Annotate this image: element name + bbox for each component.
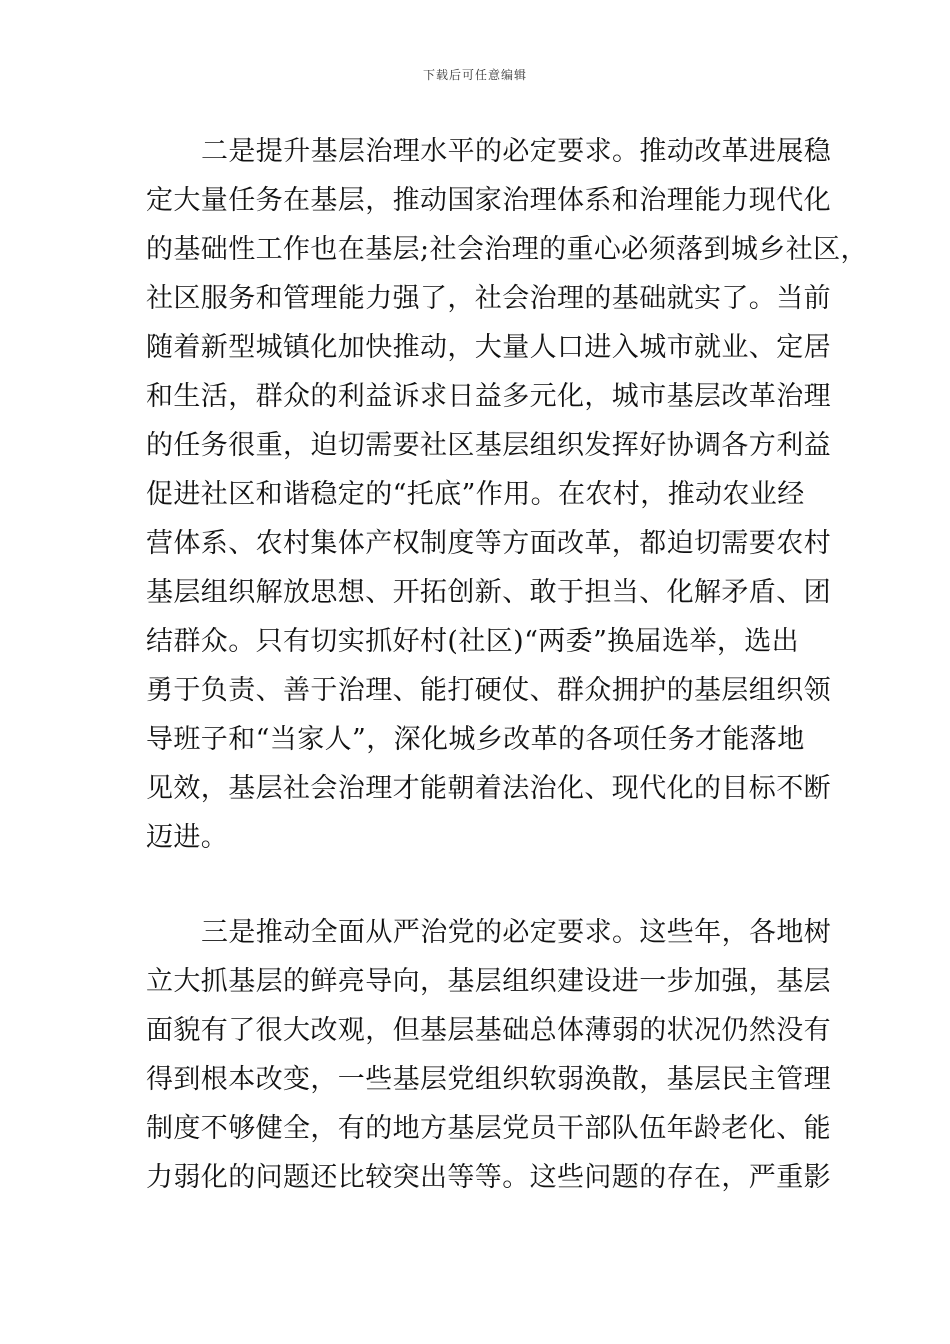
paragraph-line: 和生活，群众的利益诉求日益多元化，城市基层改革治理 bbox=[146, 381, 831, 412]
paragraph-line: 定大量任务在基层，推动国家治理体系和治理能力现代化 bbox=[146, 185, 831, 216]
paragraph-line: 导班子和“当家人”，深化城乡改革的各项任务才能落地 bbox=[146, 724, 805, 755]
paragraph-line: 力弱化的问题还比较突出等等。这些问题的存在，严重影 bbox=[146, 1162, 831, 1193]
paragraph-line: 得到根本改变，一些基层党组织软弱涣散，基层民主管理 bbox=[146, 1064, 831, 1095]
header-note: 下载后可任意编辑 bbox=[422, 68, 527, 82]
paragraph-line: 面貌有了很大改观，但基层基础总体薄弱的状况仍然没有 bbox=[146, 1015, 831, 1046]
paragraph-line: 结群众。只有切实抓好村(社区)“两委”换届选举，选出 bbox=[146, 626, 800, 657]
paragraph-line: 社区服务和管理能力强了，社会治理的基础就实了。当前 bbox=[146, 283, 831, 314]
paragraph-line: 立大抓基层的鲜亮导向，基层组织建设进一步加强，基层 bbox=[146, 966, 831, 997]
paragraph-line: 的基础性工作也在基层;社会治理的重心必须落到城乡社区， bbox=[146, 234, 868, 265]
paragraph-line: 基层组织解放思想、开拓创新、敢于担当、化解矛盾、团 bbox=[146, 577, 831, 608]
paragraph-line: 促进社区和谐稳定的“托底”作用。在农村，推动农业经 bbox=[146, 479, 805, 510]
paragraph-line: 三是推动全面从严治党的必定要求。这些年，各地树 bbox=[201, 917, 832, 948]
paragraph-line: 随着新型城镇化加快推动，大量人口进入城市就业、定居 bbox=[146, 332, 831, 363]
paragraph-line: 迈进。 bbox=[146, 822, 229, 853]
paragraph-line: 二是提升基层治理水平的必定要求。推动改革进展稳 bbox=[201, 136, 832, 167]
paragraph-line: 勇于负责、善于治理、能打硬仗、群众拥护的基层组织领 bbox=[146, 675, 831, 706]
paragraph-line: 制度不够健全，有的地方基层党员干部队伍年龄老化、能 bbox=[146, 1113, 831, 1144]
paragraph-line: 见效，基层社会治理才能朝着法治化、现代化的目标不断 bbox=[146, 773, 831, 804]
paragraph-line: 营体系、农村集体产权制度等方面改革，都迫切需要农村 bbox=[146, 528, 831, 559]
paragraph-line: 的任务很重，迫切需要社区基层组织发挥好协调各方利益 bbox=[146, 430, 831, 461]
